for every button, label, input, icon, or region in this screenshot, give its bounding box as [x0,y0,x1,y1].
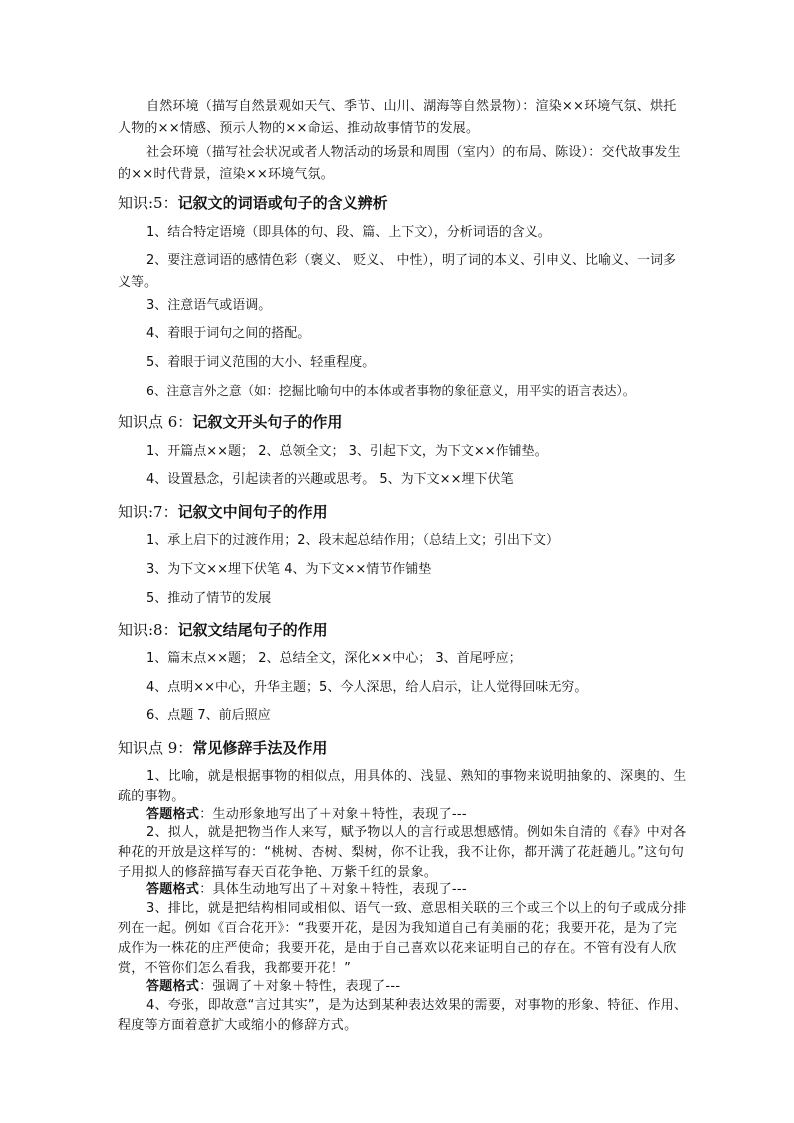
list-item: 2、要注意词语的感情色彩（褒义、 贬义、 中性），明了词的本义、引申义、比喻义、一词多义等。 [118,253,677,290]
answer-format-label: 答题格式 [146,882,200,897]
list-item: 1、结合特定语境（即具体的句、段、篇、上下文），分析词语的含义。 [146,225,551,240]
answer-format [118,880,688,900]
list-item: 5、着眼于词义范围的大小、轻重程度。 [146,355,376,370]
heading-title: 记叙文中间句子的作用 [177,503,328,521]
heading-title: 记叙文的词语或句子的含义辨析 [177,194,388,212]
list-item: 3、为下文××埋下伏笔 4、为下文××情节作铺垫 [146,562,432,577]
answer-format-label: 答题格式 [146,807,200,822]
section-heading-k6 [118,411,342,433]
heading-prefix: 知识点 6： [118,413,193,431]
list-item: 1、承上启下的过渡作用；2、段末起总结作用；（总结上文；引出下文） [146,533,560,548]
list-item: 1、开篇点××题； 2、总领全文； 3、引起下文，为下文××作铺垫。 [146,444,548,459]
list-item: 6、注意言外之意（如：挖掘比喻句中的本体或者事物的象征意义，用平实的语言表达）。 [146,383,636,398]
social-environment-text: 社会环境（描写社会状况或者人物活动的场景和周围（室内）的布局、陈设）：交代故事发生的××时代背景，渲染××环境气氛。 [118,145,681,182]
answer-format-text: ：生动形象地写出了＋对象＋特性，表现了--- [199,807,467,822]
heading-title: 常见修辞手法及作用 [192,739,328,757]
heading-prefix: 知识点 9： [118,739,193,757]
rhetoric-hyperbole-text: 4、夸张，即故意“言过其实”，是为达到某种表达效果的需要，对事物的形象、特征、作用、程度等方面着意扩大或缩小的修辞方式。 [118,998,688,1033]
section-heading-k8 [118,619,328,641]
section-heading-k9 [118,737,327,759]
heading-title: 记叙文结尾句子的作用 [177,621,328,639]
list-item: 5、推动了情节的发展 [146,591,272,606]
answer-format-label: 答题格式 [146,979,200,994]
rhetoric-parallelism-text: 3、排比，就是把结构相同或相似、语气一致、意思相关联的三个或三个以上的句子或成分排列在一起。例如《百合花开》：“我要开花，是因为我知道自己有美丽的花；我要开花，是为了完成作为一株花的庄严使命；我要开花，是由于自己喜欢以花来证明自己的存在。不管有没有人欣赏，不管你们怎么看我，我都要开花！” [118,901,687,976]
answer-format [118,805,688,825]
answer-format [118,977,688,997]
rhetoric-simile-text: 1、比喻，就是根据事物的相似点，用具体的、浅显、熟知的事物来说明抽象的、深奥的、生疏的事物。 [118,769,687,804]
heading-prefix: 知识:7： [118,503,178,521]
list-item: 1、篇末点××题； 2、总结全文，深化××中心； 3、首尾呼应； [146,651,522,666]
heading-title: 记叙文开头句子的作用 [192,413,343,431]
list-item: 3、注意语气或语调。 [146,298,272,313]
heading-prefix: 知识:8： [118,621,178,639]
list-item: 4、设置悬念，引起读者的兴趣或思考。 5、为下文××埋下伏笔 [146,472,514,487]
heading-prefix: 知识:5： [118,194,178,212]
answer-format-text: ：具体生动地写出了＋对象＋特性，表现了--- [199,882,467,897]
list-item: 6、点题 7、前后照应 [146,708,271,723]
natural-environment-text: 自然环境（描写自然景观如天气、季节、山川、湖海等自然景物）：渲染××环境气氛、烘托人物的××情感、预示人物的××命运、推动故事情节的发展。 [118,99,677,136]
list-item: 4、着眼于词句之间的搭配。 [146,326,311,341]
answer-format-text: ：强调了＋对象＋特性，表现了--- [199,979,401,994]
section-heading-k7 [118,501,328,523]
rhetoric-personification-text: 2、拟人，就是把物当作人来写，赋予物以人的言行或思想感情。例如朱自清的《春》中对各种花的开放是这样写的：“桃树、杏树、梨树，你不让我，我不让你，都开满了花赶趟儿。”这句句子用拟人的修辞描写春天百花争艳、万紫千红的景象。 [118,825,687,880]
section-heading-k5 [118,192,388,214]
list-item: 4、点明××中心，升华主题；5、今人深思，给人启示，让人觉得回味无穷。 [146,680,588,695]
